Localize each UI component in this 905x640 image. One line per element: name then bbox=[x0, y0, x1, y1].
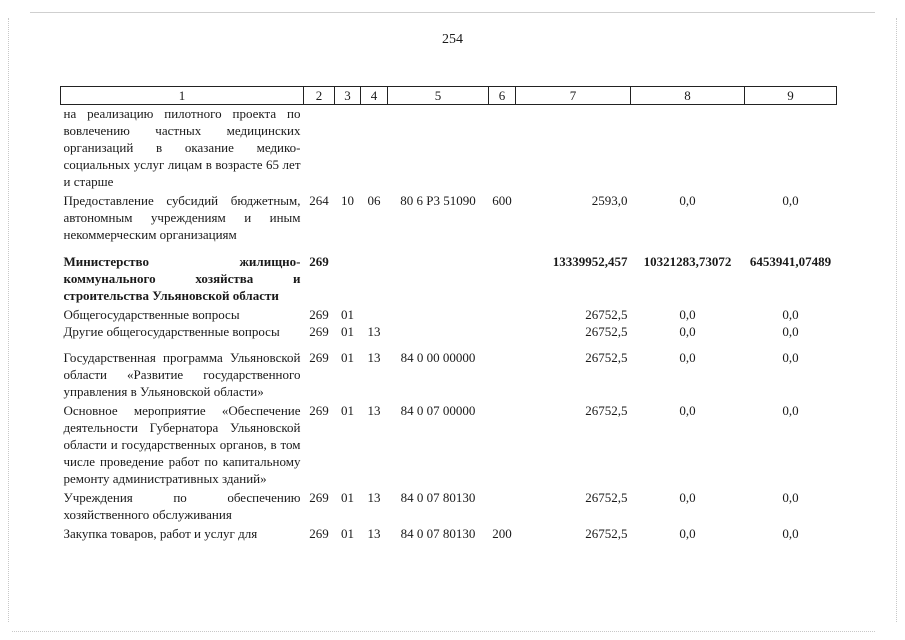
row-description: на реализацию пилотного проекта по вовлечению частных медицинских организаций в оказание медико-социальных услуг лицам в возрасте 65 лет и старше bbox=[63, 106, 301, 189]
cell-amount-col9: 0,0 bbox=[782, 490, 799, 505]
cell-amount-col7: 2593,0 bbox=[591, 193, 628, 208]
table-row bbox=[61, 525, 837, 542]
cell-section: 01 bbox=[341, 350, 354, 365]
cell-expense-type bbox=[489, 349, 516, 402]
cell-amount-col9: 6453941,07489 bbox=[749, 254, 832, 269]
cell-subsection bbox=[361, 105, 388, 193]
table-header-row bbox=[61, 87, 837, 105]
cell-target-article: 80 6 P3 51090 bbox=[400, 193, 476, 208]
cell-amount-col9: 0,0 bbox=[782, 403, 799, 418]
row-description: Другие общегосударственные вопросы bbox=[63, 324, 280, 339]
cell-section: 01 bbox=[341, 307, 354, 322]
row-description: Министерство жилищно-коммунального хозяйства и строительства Ульяновской области bbox=[63, 254, 301, 303]
col-header-6: 6 bbox=[489, 87, 516, 105]
budget-table bbox=[60, 86, 837, 542]
cell-subsection bbox=[361, 306, 388, 323]
cell-admin-code: 269 bbox=[309, 254, 329, 269]
cell-target-article: 84 0 00 00000 bbox=[400, 350, 476, 365]
col-header-3: 3 bbox=[335, 87, 361, 105]
cell-section bbox=[335, 253, 361, 306]
cell-section: 01 bbox=[341, 526, 354, 541]
row-description: Закупка товаров, работ и услуг для bbox=[63, 526, 258, 541]
row-description: Предоставление субсидий бюджетным, автономным учреждениям и иным некоммерческим организациям bbox=[63, 193, 301, 242]
cell-amount-col9 bbox=[745, 105, 837, 193]
cell-subsection: 13 bbox=[367, 324, 381, 339]
cell-amount-col8: 0,0 bbox=[679, 193, 696, 208]
cell-admin-code: 269 bbox=[309, 350, 329, 365]
col-header-2: 2 bbox=[304, 87, 335, 105]
cell-amount-col9: 0,0 bbox=[782, 307, 799, 322]
table-row bbox=[61, 306, 837, 323]
cell-amount-col7: 26752,5 bbox=[585, 307, 628, 322]
cell-expense-type: 200 bbox=[492, 526, 512, 541]
cell-target-article bbox=[388, 306, 489, 323]
page-number: 254 bbox=[442, 32, 463, 47]
table-row bbox=[61, 192, 837, 253]
cell-amount-col8: 0,0 bbox=[679, 350, 696, 365]
cell-admin-code: 269 bbox=[309, 490, 329, 505]
col-header-8: 8 bbox=[631, 87, 745, 105]
scan-edge-bottom bbox=[12, 631, 875, 632]
cell-amount-col9: 0,0 bbox=[782, 193, 799, 208]
scan-edge-left bbox=[8, 18, 9, 622]
cell-target-article: 84 0 07 80130 bbox=[400, 526, 476, 541]
cell-expense-type bbox=[489, 489, 516, 525]
cell-expense-type bbox=[489, 323, 516, 349]
col-header-7: 7 bbox=[516, 87, 631, 105]
cell-amount-col9: 0,0 bbox=[782, 526, 799, 541]
col-header-1: 1 bbox=[61, 87, 304, 105]
cell-amount-col8: 0,0 bbox=[679, 403, 696, 418]
cell-amount-col7: 26752,5 bbox=[585, 526, 628, 541]
cell-subsection: 13 bbox=[367, 350, 381, 365]
cell-amount-col8: 0,0 bbox=[679, 307, 696, 322]
row-description: Государственная программа Ульяновской области «Развитие государственного управления в Ульяновской области» bbox=[63, 350, 301, 399]
cell-admin-code: 264 bbox=[309, 193, 329, 208]
cell-section: 01 bbox=[341, 324, 354, 339]
cell-subsection: 13 bbox=[367, 526, 381, 541]
cell-amount-col7: 26752,5 bbox=[585, 324, 628, 339]
row-description: Учреждения по обеспечению хозяйственного обслуживания bbox=[63, 490, 301, 522]
cell-expense-type bbox=[489, 253, 516, 306]
cell-section: 01 bbox=[341, 490, 354, 505]
scan-edge-right bbox=[896, 18, 897, 622]
cell-section bbox=[335, 105, 361, 193]
cell-section: 01 bbox=[341, 403, 354, 418]
row-description: Общегосударственные вопросы bbox=[63, 307, 240, 322]
scan-edge-top bbox=[30, 12, 875, 13]
col-header-9: 9 bbox=[745, 87, 837, 105]
cell-amount-col8 bbox=[631, 105, 745, 193]
cell-target-article bbox=[388, 105, 489, 193]
table-row bbox=[61, 323, 837, 349]
cell-target-article bbox=[388, 253, 489, 306]
table-row bbox=[61, 402, 837, 489]
row-description: Основное мероприятие «Обеспечение деятельности Губернатора Ульяновской области и государственных органов, в том числе проведение работ по капитальному ремонту административных зданий» bbox=[63, 403, 301, 486]
cell-expense-type: 600 bbox=[492, 193, 512, 208]
cell-amount-col7: 26752,5 bbox=[585, 350, 628, 365]
table-row bbox=[61, 349, 837, 402]
table-row-ministry bbox=[61, 253, 837, 306]
cell-expense-type bbox=[489, 105, 516, 193]
cell-amount-col7: 13339952,457 bbox=[552, 254, 628, 269]
cell-subsection: 06 bbox=[367, 193, 381, 208]
table-row bbox=[61, 489, 837, 525]
cell-amount-col7: 26752,5 bbox=[585, 490, 628, 505]
cell-expense-type bbox=[489, 402, 516, 489]
cell-admin-code bbox=[304, 105, 335, 193]
cell-target-article bbox=[388, 323, 489, 349]
cell-admin-code: 269 bbox=[309, 324, 329, 339]
table-row bbox=[61, 105, 837, 193]
col-header-5: 5 bbox=[388, 87, 489, 105]
cell-admin-code: 269 bbox=[309, 526, 329, 541]
cell-admin-code: 269 bbox=[309, 403, 329, 418]
cell-amount-col7 bbox=[516, 105, 631, 193]
cell-amount-col8: 0,0 bbox=[679, 526, 696, 541]
cell-target-article: 84 0 07 80130 bbox=[400, 490, 476, 505]
cell-amount-col9: 0,0 bbox=[782, 350, 799, 365]
cell-expense-type bbox=[489, 306, 516, 323]
cell-admin-code: 269 bbox=[309, 307, 329, 322]
cell-target-article: 84 0 07 00000 bbox=[400, 403, 476, 418]
cell-amount-col8: 0,0 bbox=[679, 324, 696, 339]
cell-subsection bbox=[361, 253, 388, 306]
cell-amount-col8: 10321283,73072 bbox=[643, 254, 732, 269]
cell-amount-col9: 0,0 bbox=[782, 324, 799, 339]
cell-amount-col7: 26752,5 bbox=[585, 403, 628, 418]
cell-section: 10 bbox=[341, 193, 354, 208]
cell-subsection: 13 bbox=[367, 403, 381, 418]
col-header-4: 4 bbox=[361, 87, 388, 105]
cell-subsection: 13 bbox=[367, 490, 381, 505]
cell-amount-col8: 0,0 bbox=[679, 490, 696, 505]
